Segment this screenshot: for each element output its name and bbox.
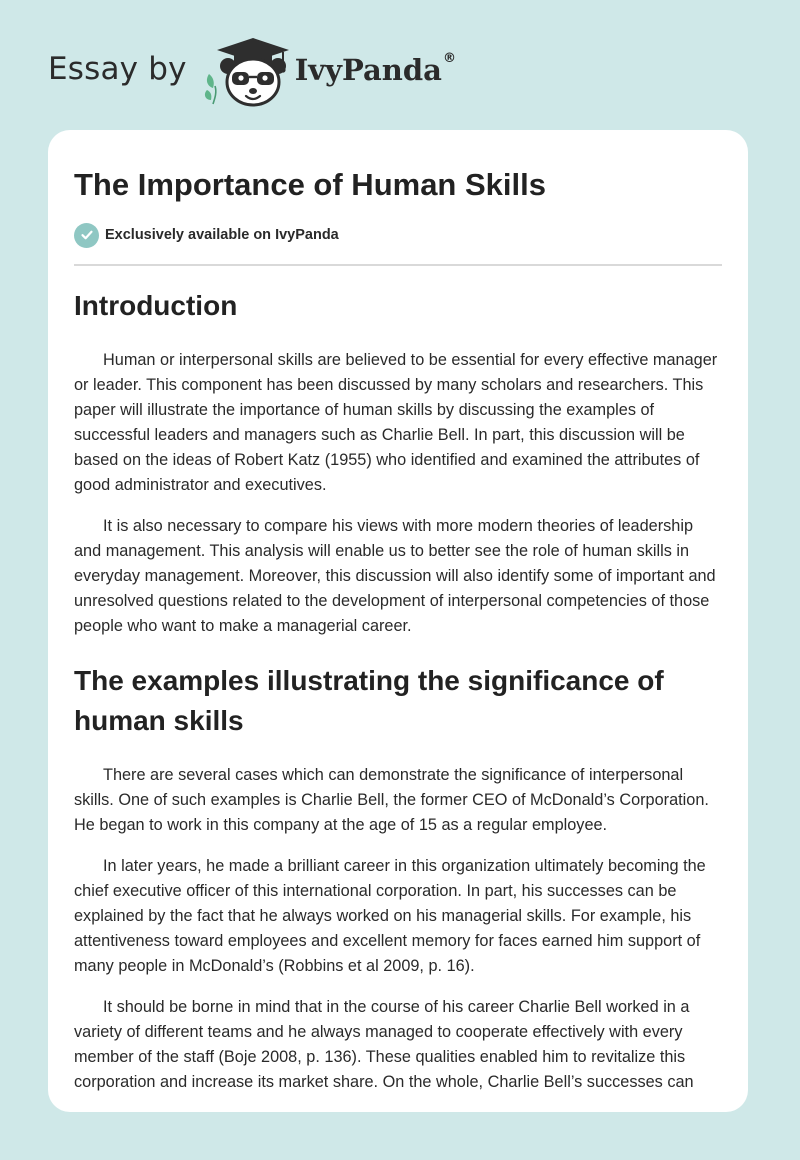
brand-name-text: IvyPanda xyxy=(294,53,442,87)
brand-prefix: Essay by xyxy=(48,51,187,87)
brand-name xyxy=(295,53,456,87)
essay-content xyxy=(48,130,748,1095)
check-circle-icon xyxy=(74,223,99,248)
paragraph: In later years, he made a brilliant career in this organization ultimately becoming the chief executive officer of this international corporation. In part, his successes can be explained by the fact that he always worked on his managerial skills. For example, his attentiveness toward employees and excellent memory for faces earned him support of many people in McDonald’s (Robbins et al 2009, p. 16). xyxy=(74,857,706,975)
badge-label: Exclusively available on IvyPanda xyxy=(105,227,339,243)
paragraph: It is also necessary to compare his views with more modern theories of leadership and management. This analysis will enable us to better see the role of human skills in everyday management. Moreover, this discussion will also identify some of important and unresolved questions related to the development of interpersonal competencies of those people who want to make a managerial career. xyxy=(74,517,716,635)
paragraph: It should be borne in mind that in the course of his career Charlie Bell worked in a variety of different teams and he always managed to cooperate effectively with every member of the staff (Boje 2008, p. 136). These qualities enabled him to revitalize this corporation and increase its market share. On the whole, Charlie Bell’s successes can xyxy=(74,998,694,1091)
divider xyxy=(74,264,722,266)
section-heading-introduction: Introduction xyxy=(74,290,238,321)
essay-card xyxy=(48,130,748,1112)
registered-mark: ® xyxy=(442,51,456,66)
panda-graduate-logo-icon xyxy=(203,34,293,108)
brand-header[interactable] xyxy=(48,34,456,108)
section-heading-examples: The examples illustrating the significance of human skills xyxy=(74,665,664,736)
exclusive-badge xyxy=(74,221,722,249)
paragraph: Human or interpersonal skills are believed to be essential for every effective manager or leader. This component has been discussed by many scholars and researchers. This paper will illustrate the importance of human skills by discussing the examples of successful leaders and managers such as Charlie Bell. In part, this discussion will be based on the ideas of Robert Katz (1955) who identified and examined the attributes of good administrator and executives. xyxy=(74,351,718,494)
paragraph: There are several cases which can demonstrate the significance of interpersonal skills. One of such examples is Charlie Bell, the former CEO of McDonald’s Corporation. He began to work in this company at the age of 15 as a regular employee. xyxy=(74,766,709,834)
page-title: The Importance of Human Skills xyxy=(74,167,546,202)
